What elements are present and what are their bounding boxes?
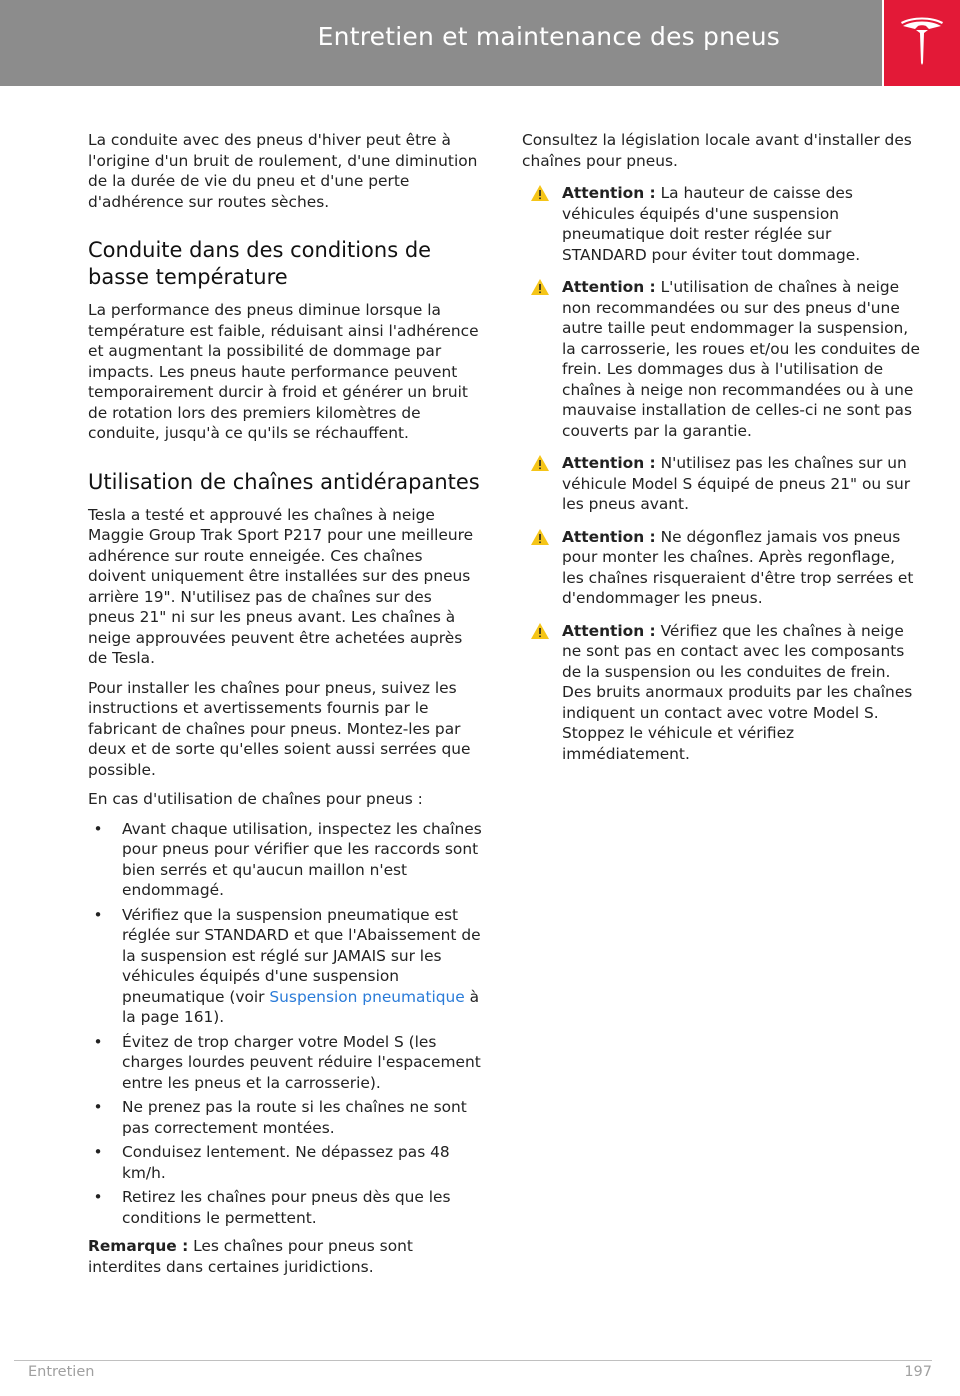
left-column <box>88 130 483 1286</box>
warning-text-5 <box>562 621 920 765</box>
intro-paragraph: La conduite avec des pneus d'hiver peut être à l'origine d'un bruit de roulement, d'une diminution de la durée de vie du pneu et d'une perte d'adhérence sur routes sèches. <box>88 131 478 211</box>
bullet-icon: • <box>93 1188 103 1206</box>
right-intro-paragraph: Consultez la législation locale avant d'installer des chaînes pour pneus. <box>522 131 912 170</box>
chains-paragraph-3: En cas d'utilisation de chaînes pour pneus : <box>88 790 423 808</box>
warning-text-4 <box>562 527 920 609</box>
page-title: Entretien et maintenance des pneus <box>317 22 780 51</box>
heading-snow-chains: Utilisation de chaînes antidérapantes <box>88 469 480 494</box>
list-item <box>88 1032 483 1094</box>
bullet-text-6: Retirez les chaînes pour pneus dès que les conditions le permettent. <box>122 1188 451 1227</box>
warning-label: Attention : <box>562 278 656 296</box>
bullet-icon: • <box>93 905 103 924</box>
warning-text-3 <box>562 453 920 515</box>
warning-icon <box>530 184 550 202</box>
bullet-text-5: Conduisez lentement. Ne dépassez pas 48 km/h. <box>122 1143 450 1182</box>
cold-paragraph: La performance des pneus diminue lorsque la température est faible, réduisant ainsi l'adhérence et augmentant la possibilité de dommage par impacts. Les pneus haute performance peuvent temporairement durcir à froid et générer un bruit de rotation lors des premiers kilomètres de conduite, jusqu'à ce qu'ils se réchauffent. <box>88 301 479 442</box>
warning-text-1 <box>562 183 920 265</box>
list-item <box>88 1097 483 1138</box>
footer-divider <box>14 1360 932 1361</box>
bullet-icon: • <box>93 1032 103 1051</box>
warning-body-1: La hauteur de caisse des véhicules équipés d'une suspension pneumatique doit rester réglée sur STANDARD pour éviter tout dommage. <box>562 184 861 264</box>
link-air-suspension[interactable]: Suspension pneumatique <box>269 987 465 1006</box>
header-band <box>0 0 882 86</box>
warning-body-3: N'utilisez pas les chaînes sur un véhicule Model S équipé de pneus 21" ou sur les pneus avant. <box>562 454 911 513</box>
logo-box <box>884 0 960 86</box>
warning-block <box>522 277 920 441</box>
bullet-icon: • <box>93 1098 103 1116</box>
bullet-text-3: Évitez de trop charger votre Model S (les charges lourdes peuvent réduire l'espacement entre les pneus et la carrosserie). <box>122 1032 481 1092</box>
list-item <box>88 1142 483 1183</box>
bullet-icon: • <box>93 1143 103 1161</box>
warning-block <box>522 453 920 515</box>
warning-label: Attention : <box>562 621 656 640</box>
note-text: Les chaînes pour pneus sont interdites dans certaines juridictions. <box>88 1237 413 1276</box>
bullet-text-1: Avant chaque utilisation, inspectez les chaînes pour pneus pour vérifier que les raccords sont bien serrés et qu'aucun maillon n'est endommagé. <box>122 819 482 899</box>
chains-bullet-list <box>88 819 483 1229</box>
bullet-text-4: Ne prenez pas la route si les chaînes ne sont pas correctement montées. <box>122 1098 467 1137</box>
list-item <box>88 1187 483 1228</box>
warning-body-2: L'utilisation de chaînes à neige non recommandées ou sur des pneus d'une autre taille peut endommager la suspension, la carrosserie, les roues et/ou les conduites de frein. Les dommages dus à l'utilisation de chaînes à neige non recommandées ou à une mauvaise installation de celles-ci ne sont pas couverts par la garantie. <box>562 278 921 440</box>
warning-block <box>522 183 920 265</box>
heading-cold-temperature: Conduite dans des conditions de basse température <box>88 238 432 289</box>
footer-section: Entretien <box>28 1364 95 1380</box>
bullet-text-2b: à la page 161). <box>122 987 480 1026</box>
warning-body-5: Vérifiez que les chaînes à neige ne sont pas en contact avec les composants de la suspension ou les conduites de frein. Des bruits anormaux produits par les chaînes indiquent un contact avec votre Model S. Stoppez le véhicule et vérifiez immédiatement. <box>562 621 913 763</box>
bullet-icon: • <box>93 819 103 838</box>
warning-body-4: Ne dégonflez jamais vos pneus pour monter les chaînes. Après regonflage, les chaînes risqueraient d'être trop serrées et d'endommager les pneus. <box>562 527 914 607</box>
warning-icon <box>530 622 550 640</box>
page-number: 197 <box>904 1364 932 1380</box>
note-label: Remarque : <box>88 1237 189 1255</box>
warning-icon <box>530 454 550 472</box>
warning-block <box>522 527 920 609</box>
tesla-logo-icon <box>899 17 945 69</box>
warning-label: Attention : <box>562 527 656 546</box>
chains-paragraph-1: Tesla a testé et approuvé les chaînes à neige Maggie Group Trak Sport P217 pour une meilleure adhérence sur route enneigée. Ces chaînes doivent uniquement être installées sur des pneus arrière 19". N'utilisez pas de chaînes sur des pneus 21" ni sur les pneus avant. Les chaînes à neige approuvées peuvent être achetées auprès de Tesla. <box>88 505 474 667</box>
right-column <box>522 130 920 776</box>
warning-label: Attention : <box>562 184 656 202</box>
warning-text-2 <box>562 277 920 441</box>
warning-block <box>522 621 920 765</box>
warning-icon <box>530 528 550 546</box>
warning-icon <box>530 278 550 296</box>
list-item <box>88 905 483 1028</box>
bullet-text-2a: Vérifiez que la suspension pneumatique est réglée sur STANDARD et que l'Abaissement de la suspension est réglé sur JAMAIS sur les véhicules équipés d'une suspension pneumatique (voir <box>122 905 481 1006</box>
list-item <box>88 819 483 901</box>
warning-label: Attention : <box>562 454 656 472</box>
chains-paragraph-2: Pour installer les chaînes pour pneus, suivez les instructions et avertissements fournis par le fabricant de chaînes pour pneus. Montez-les par deux et de sorte qu'elles soient aussi serrées que possible. <box>88 678 471 779</box>
note-paragraph <box>88 1236 483 1277</box>
